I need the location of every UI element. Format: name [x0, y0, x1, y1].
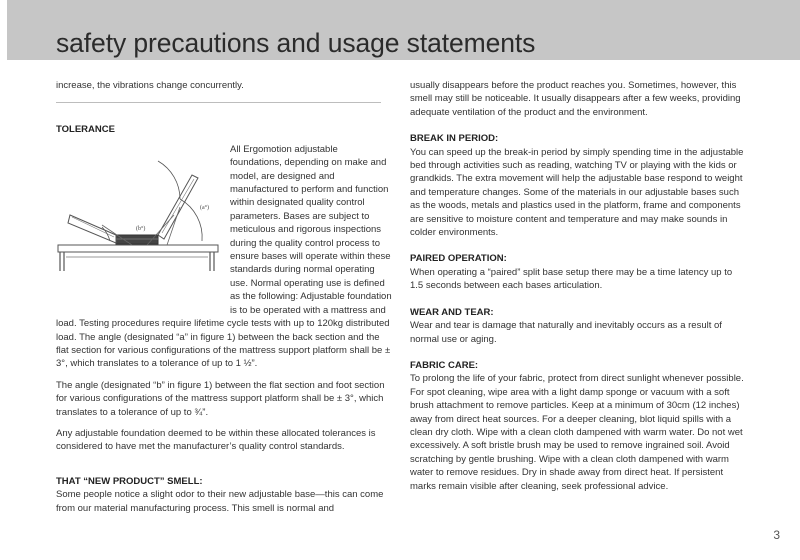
tolerance-paragraph-2: The angle (designated “b” in figure 1) between the flat section and foot section for various configurations of the mattress support platform shall be ± 3°, which translates to a tolerance of up to ¾”.	[56, 379, 385, 418]
fabric-care-paragraph: To prolong the life of your fabric, protect from direct sunlight whenever possible. For spot cleaning, wipe area with a light damp sponge or vacuum with a soft brush attachment to remove particles. Keep at a minimum of 30cm (12 inches) away from direct heat sources. For a deeper cleaning, blot liquid spills with a clean dry cloth. Wipe with a clean cloth dampened with warm water. Do not wet excessively. A soft bristle brush may be used to remove ingrained soil. Avoid scratching by gentle brushing. Wipe with a clean cloth dampened with warm water to remove residues. Dry in shade away from direct heat. If persistent marks remain visible after cleaning, seek professional advice.	[410, 373, 744, 492]
tolerance-paragraph-1: All Ergomotion adjustable foundations, depending on make and model, are designed and manufactured to perform and function within designated quality control parameters. Bases are subject to meticulous and rigorous inspections during the quality control process to ensure bases will operate within these standards during normal operating use. Normal operating use is defined as the following: Adjustable foundation is to be operated with a mattress and load. Testing procedures require lifetime cycle tests with up to 120kg distributed load. The angle (designated “a” in figure 1) between the back section and the flat section for various configurations of the mattress support platform shall be ± 3°, which translates to a tolerance of up to 1 ½”.	[56, 143, 392, 370]
paired-operation-heading: PAIRED OPERATION:	[410, 253, 507, 265]
angle-b-label: (b°)	[136, 225, 146, 232]
tolerance-heading: TOLERANCE	[56, 124, 115, 136]
right-column	[410, 79, 745, 493]
break-in-heading: BREAK IN PERIOD:	[410, 133, 499, 145]
paired-operation-paragraph: When operating a “paired” split base setup there may be a time latency up to 1.5 seconds between each bases articulation.	[410, 266, 733, 292]
new-smell-paragraph: Some people notice a slight odor to their new adjustable base—this can come from our material manufacturing process. This smell is normal and	[56, 489, 384, 514]
tolerance-paragraph-3: Any adjustable foundation deemed to be within these allocated tolerances is considered to have met the manufacturer’s quality control standards.	[56, 427, 376, 453]
angle-a-label: (a°)	[200, 204, 210, 211]
break-in-paragraph: You can speed up the break-in period by simply spending time in the adjustable bed through activities such as reading, watching TV or playing with the kids or grandkids. The extra movement will help the adjustable base respond to weight and temperature changes. Some of the materials in our adjustable bases such as the woods, metals and plastics used in the platform, frame and components are sensitive to moisture content and temperature and may make sounds in colder environments.	[410, 146, 744, 239]
new-smell-heading: THAT “NEW PRODUCT” SMELL:	[56, 475, 203, 487]
page-title: safety precautions and usage statements	[56, 28, 536, 58]
wear-and-tear-heading: WEAR AND TEAR:	[410, 306, 494, 318]
page-number: 3	[773, 528, 780, 542]
section-divider	[56, 102, 381, 103]
figure-1	[56, 143, 228, 305]
fabric-care-heading: FABRIC CARE:	[410, 359, 479, 371]
smell-continued-text: usually disappears before the product reaches you. Sometimes, however, this smell may still be noticeable. It usually disappears after a few weeks, providing adequate ventilation of the product and the environment.	[410, 80, 741, 118]
tolerance-section	[56, 143, 392, 371]
adjustable-base-diagram	[52, 159, 228, 299]
intro-text: increase, the vibrations change concurrently.	[56, 80, 244, 91]
wear-and-tear-paragraph: Wear and tear is damage that naturally and inevitably occurs as a result of normal use or aging.	[410, 320, 722, 345]
left-column	[56, 79, 392, 515]
